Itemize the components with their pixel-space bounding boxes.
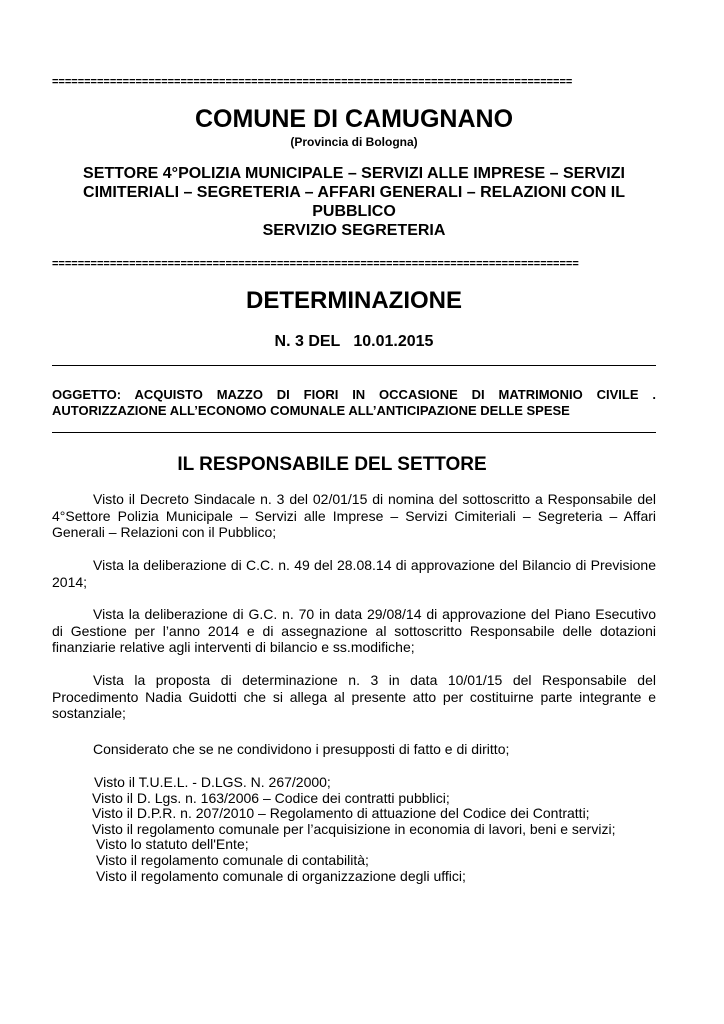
paragraph-proposta: Vista la proposta di determinazione n. 3 in data 10/01/15 del Responsabile del Procedimento Nadia Guidotti che si allega al presente atto per costituirne parte integrante e sostanziale; <box>52 672 656 721</box>
settore-block <box>52 164 656 240</box>
settore-line-1: SETTORE 4°POLIZIA MUNICIPALE – SERVIZI ALLE IMPRESE – SERVIZI <box>83 165 625 182</box>
settore-line-4: SERVIZIO SEGRETERIA <box>262 222 446 239</box>
settore-line-2: CIMITERIALI – SEGRETERIA – AFFARI GENERALI – RELAZIONI CON IL <box>83 184 625 201</box>
list-item: Visto il D. Lgs. n. 163/2006 – Codice dei contratti pubblici; <box>92 789 450 806</box>
list-item: Visto il regolamento comunale per l’acquisizione in economia di lavori, beni e servizi; <box>92 820 616 837</box>
provincia: (Provincia di Bologna) <box>290 135 418 149</box>
rule-top <box>52 365 656 366</box>
paragraph-considerato: Considerato che se ne condividono i presupposti di fatto e di diritto; <box>93 741 510 757</box>
visti-list <box>92 775 656 884</box>
responsabile-heading: IL RESPONSABILE DEL SETTORE <box>177 454 487 475</box>
determinazione-title: DETERMINAZIONE <box>246 287 462 314</box>
paragraph-decreto: Visto il Decreto Sindacale n. 3 del 02/01/15 di nomina del sottoscritto a Responsabile del 4°Settore Polizia Municipale – Servizi alle Imprese – Servizi Cimiteriali – Segreteria – Affari Generali – Relazioni con il Pubblico; <box>52 491 656 540</box>
list-item: Visto il regolamento comunale di organizzazione degli uffici; <box>96 867 466 884</box>
header-separator-top: ================================================================================= <box>52 76 573 88</box>
list-item: Visto il regolamento comunale di contabilità; <box>96 851 369 868</box>
list-item: Visto il T.U.E.L. - D.LGS. N. 267/2000; <box>94 774 331 790</box>
rule-bottom <box>52 432 656 433</box>
list-item: Visto lo statuto dell'Ente; <box>96 836 249 853</box>
oggetto: OGGETTO: ACQUISTO MAZZO DI FIORI IN OCCASIONE DI MATRIMONIO CIVILE . AUTORIZZAZIONE ALL’ECONOMO COMUNALE ALL’ANTICIPAZIONE DELLE SPESE <box>52 387 656 418</box>
paragraph-bilancio: Vista la deliberazione di C.C. n. 49 del 28.08.14 di approvazione del Bilancio di Previsione 2014; <box>52 557 656 590</box>
paragraph-peg: Vista la deliberazione di G.C. n. 70 in data 29/08/14 di approvazione del Piano Esecutivo di Gestione per l’anno 2014 e di assegnazione al sottoscritto Responsabile delle dotazioni finanziarie relative agli interventi di bilancio e ss.modifiche; <box>52 606 656 655</box>
comune-name: COMUNE DI CAMUGNANO <box>194 105 514 133</box>
list-item: Visto il D.P.R. n. 207/2010 – Regolamento di attuazione del Codice dei Contratti; <box>92 805 590 822</box>
header-separator-bottom: ================================================================================== <box>52 258 579 270</box>
settore-line-3: PUBBLICO <box>312 203 396 220</box>
determinazione-number: N. 3 DEL 10.01.2015 <box>274 333 434 350</box>
